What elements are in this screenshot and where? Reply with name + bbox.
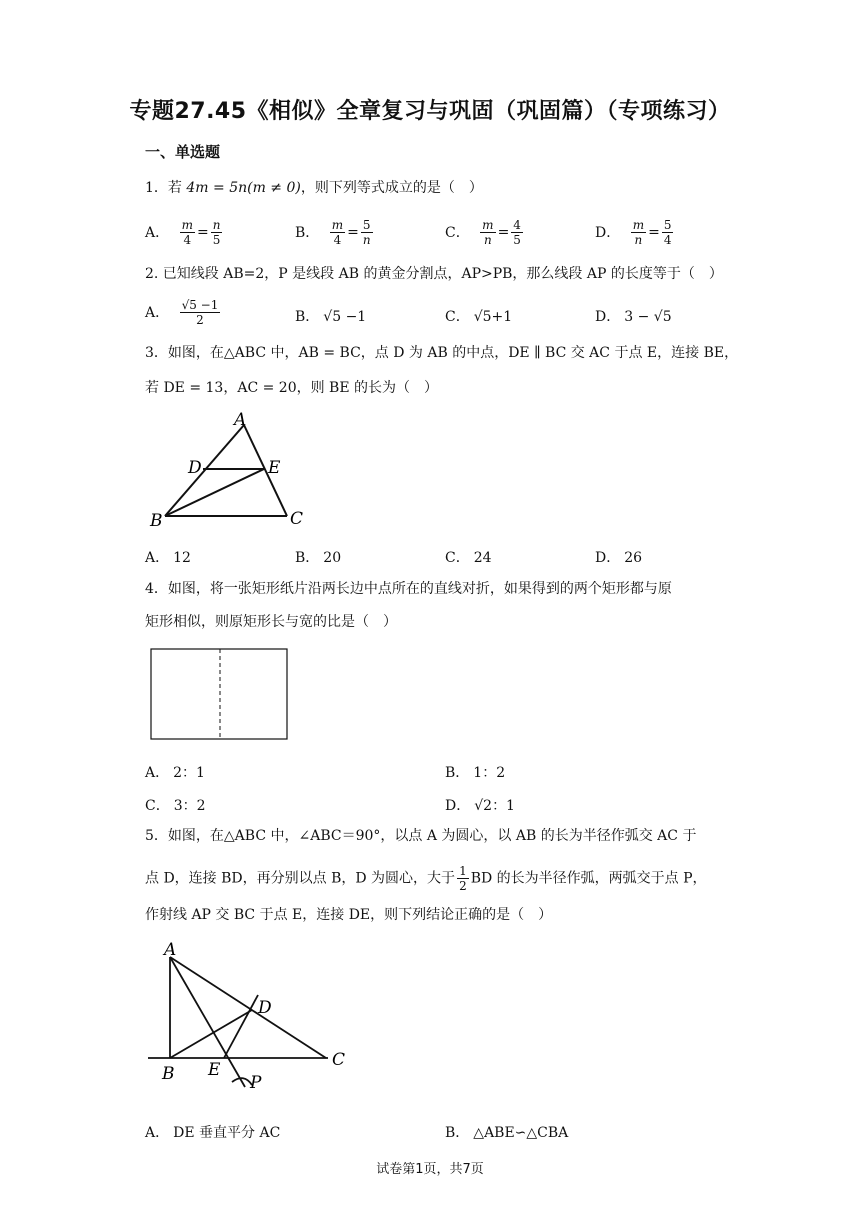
segment-bd [170, 1010, 252, 1058]
question-1-pre: 若 [167, 180, 182, 196]
label-p: P [250, 1073, 262, 1093]
question-4-line-1: 4．如图，将一张矩形纸片沿两长边中点所在的直线对折，如果得到的两个矩形都与原 [145, 581, 672, 597]
question-5-line-3: 作射线 AP 交 BC 于点 E，连接 DE，则下列结论正确的是（ ） [145, 907, 553, 923]
question-1-equation: 4m = 5n(m ≠ 0) [186, 180, 301, 196]
question-4-line-2: 矩形相似，则原矩形长与宽的比是（ ） [145, 614, 397, 630]
label-e: E [208, 1060, 221, 1080]
question-5-option-b[interactable]: B． △ABE∽△CBA [445, 1125, 569, 1141]
label-c: C [290, 509, 304, 529]
question-4-option-c[interactable]: C． 3：2 [145, 798, 206, 814]
question-5-line-1: 5．如图，在△ABC 中，∠ABC＝90°，以点 A 为圆心，以 AB 的长为半径作弧交 AC 于 [145, 828, 697, 844]
label-a: A [234, 410, 247, 430]
label-d: D [258, 998, 272, 1018]
question-5-option-a[interactable]: A． DE 垂直平分 AC [145, 1125, 281, 1141]
label-d: D [188, 458, 202, 478]
label-c: C [332, 1050, 346, 1070]
label-b: B [162, 1064, 175, 1084]
question-5-line-2: 点 D，连接 BD，再分别以点 B，D 为圆心，大于 $\frac{1}{2}$ BD 的长为半径作弧，两弧交于点 P， [145, 864, 707, 893]
question-2: 2. 已知线段 AB=2，P 是线段 AB 的黄金分割点，AP>PB，那么线段 AP 的长度等于（ ） [145, 266, 723, 282]
question-1-option-a[interactable]: A． $\frac{m}{4}$ = $\frac{n}{5}$ [145, 218, 221, 247]
question-1-post: ，则下列等式成立的是（ ） [300, 180, 483, 196]
question-2-option-c[interactable]: C． √5+1 [445, 309, 513, 325]
question-2-option-d[interactable]: D． 3 − √5 [595, 309, 672, 325]
segment-be [165, 469, 264, 516]
question-1-option-b[interactable]: B． $\frac{m}{4}$ = $\frac{5}{n}$ [295, 218, 371, 247]
question-4-option-b[interactable]: B． 1：2 [445, 765, 506, 781]
question-1-option-d[interactable]: D． $\frac{m}{n}$ = $\frac{5}{4}$ [595, 218, 672, 247]
section-heading: 一、单选题 [145, 143, 221, 161]
page-title: 专题27.45《相似》全章复习与巩固（巩固篇）（专项练习） [129, 99, 731, 124]
question-3-option-a[interactable]: A． 12 [145, 550, 191, 566]
question-1-number: 1． [145, 180, 168, 196]
question-3-figure [140, 405, 320, 535]
question-1-option-c[interactable]: C． $\frac{m}{n}$ = $\frac{4}{5}$ [445, 218, 521, 247]
segment-de [224, 995, 258, 1058]
question-4-option-a[interactable]: A． 2：1 [145, 765, 205, 781]
segment-ab [165, 425, 244, 516]
question-5-figure [140, 935, 360, 1095]
question-2-option-b[interactable]: B． √5 −1 [295, 309, 367, 325]
question-3-line-2: 若 DE = 13，AC = 20，则 BE 的长为（ ） [145, 380, 439, 396]
page-footer: 试卷第1页，共7页 [376, 1162, 484, 1177]
label-a: A [164, 940, 177, 960]
segment-ac [244, 425, 287, 516]
question-4-figure [150, 648, 290, 743]
question-3-option-c[interactable]: C． 24 [445, 550, 492, 566]
label-e: E [268, 458, 281, 478]
segment-ac [170, 957, 326, 1058]
rectangle-paper [151, 649, 287, 739]
question-3-option-d[interactable]: D． 26 [595, 550, 643, 566]
question-1 [145, 178, 483, 198]
label-b: B [150, 511, 163, 531]
question-3-line-1: 3．如图，在△ABC 中，AB = BC，点 D 为 AB 的中点，DE ∥ BC 交 AC 于点 E，连接 BE， [145, 345, 739, 361]
question-4-option-d[interactable]: D． √2：1 [445, 798, 515, 814]
question-2-option-a[interactable]: A． $\frac{√5 -1}{2}$ [145, 298, 219, 327]
question-3-option-b[interactable]: B． 20 [295, 550, 342, 566]
